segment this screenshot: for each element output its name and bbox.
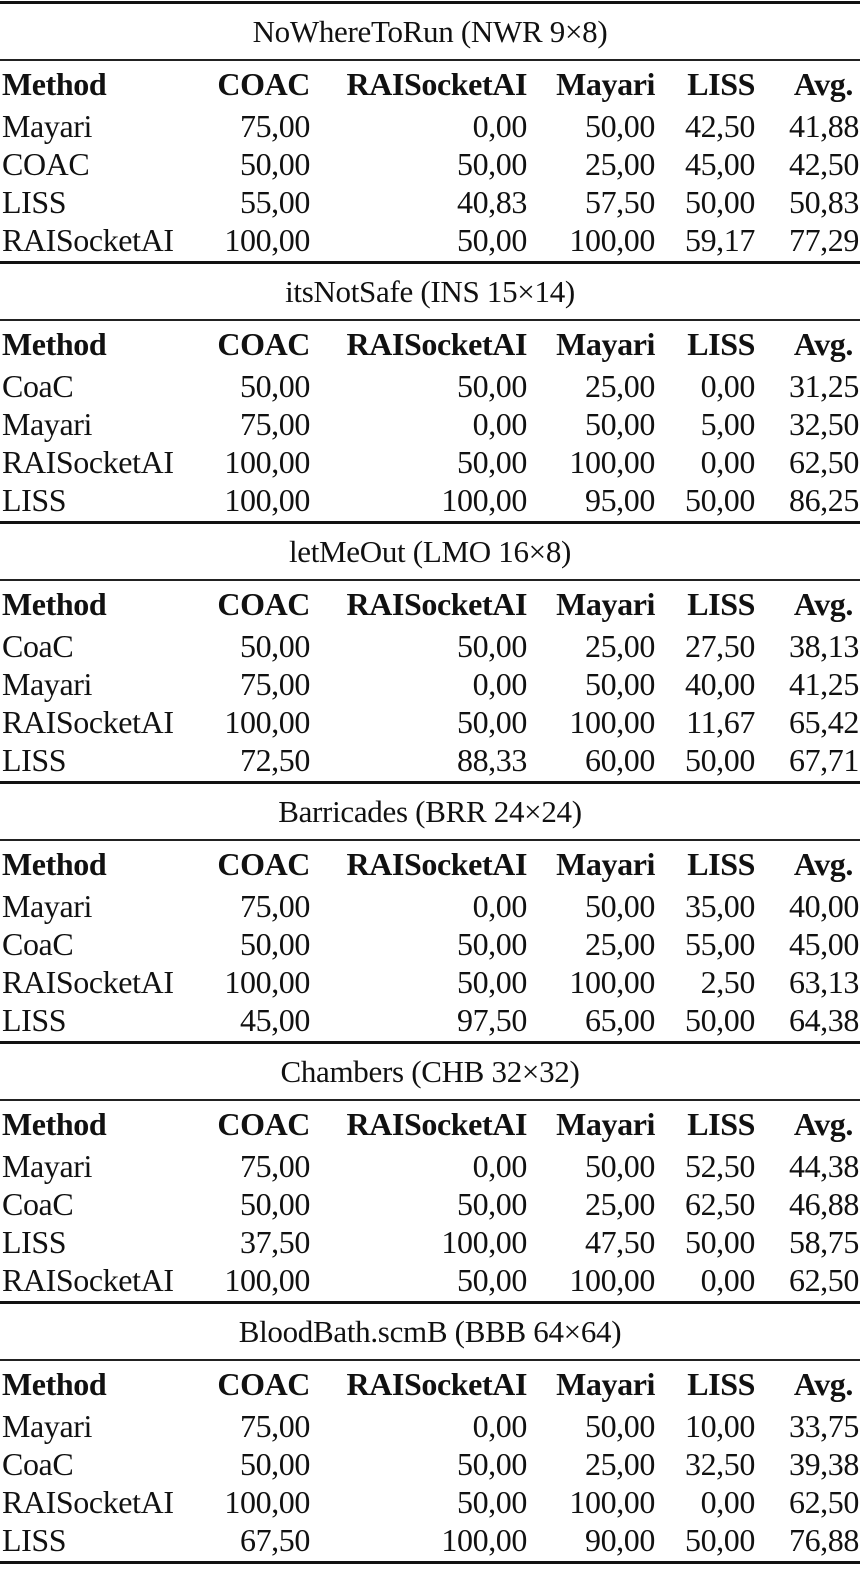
section-table [0,841,860,1039]
table-row [0,627,860,665]
section-table [0,1101,860,1299]
section-table [0,321,860,519]
header-row [0,321,860,367]
table-row [0,963,860,1001]
cell-mayari: 47,50 [584,1224,655,1260]
column-header-mayari: Mayari [556,1106,655,1142]
cell-avg: 33,75 [788,1408,859,1444]
column-header-coac: COAC [217,66,310,102]
column-header-raisocketai: RAISocketAI [346,1366,527,1402]
cell-method: CoaC [2,1186,74,1222]
table-row [0,1445,860,1483]
cell-method: COAC [2,146,90,182]
section-table [0,581,860,779]
cell-liss: 50,00 [684,742,755,778]
cell-coac: 37,50 [239,1224,310,1260]
cell-mayari: 60,00 [584,742,655,778]
column-header-liss: LISS [687,846,755,882]
cell-mayari: 100,00 [569,704,655,740]
column-header-coac: COAC [217,586,310,622]
cell-liss: 35,00 [684,888,755,924]
cell-mayari: 50,00 [584,888,655,924]
cell-coac: 50,00 [239,368,310,404]
cell-liss: 59,17 [684,222,755,258]
cell-coac: 67,50 [239,1522,310,1558]
column-header-avg: Avg. [793,1106,853,1142]
cell-liss: 55,00 [684,926,755,962]
column-header-liss: LISS [687,586,755,622]
cell-avg: 38,13 [788,628,859,664]
column-header-raisocketai: RAISocketAI [346,66,527,102]
column-header-coac: COAC [217,326,310,362]
cell-raisocketai: 50,00 [456,1446,527,1482]
cell-liss: 42,50 [684,108,755,144]
table-row [0,665,860,703]
header-row [0,841,860,887]
cell-mayari: 57,50 [584,184,655,220]
header-row [0,61,860,107]
cell-avg: 41,88 [788,108,859,144]
table-row [0,925,860,963]
cell-method: RAISocketAI [2,964,174,1000]
cell-avg: 39,38 [788,1446,859,1482]
cell-method: Mayari [2,888,93,924]
column-header-liss: LISS [687,1366,755,1402]
table-row [0,107,860,145]
column-header-mayari: Mayari [556,586,655,622]
cell-liss: 0,00 [700,1484,755,1520]
cell-coac: 50,00 [239,628,310,664]
header-row [0,581,860,627]
map-section [0,261,860,521]
cell-raisocketai: 50,00 [456,368,527,404]
cell-method: Mayari [2,666,93,702]
table-row [0,145,860,183]
cell-avg: 41,25 [788,666,859,702]
cell-raisocketai: 50,00 [456,222,527,258]
cell-method: RAISocketAI [2,222,174,258]
column-header-method: Method [2,66,107,102]
column-header-coac: COAC [217,846,310,882]
cell-avg: 62,50 [788,1484,859,1520]
cell-raisocketai: 50,00 [456,964,527,1000]
cell-raisocketai: 50,00 [456,628,527,664]
cell-liss: 5,00 [700,406,755,442]
cell-coac: 100,00 [224,1484,310,1520]
table-row [0,741,860,779]
cell-liss: 50,00 [684,1002,755,1038]
cell-method: RAISocketAI [2,1262,174,1298]
cell-mayari: 50,00 [584,108,655,144]
cell-avg: 62,50 [788,444,859,480]
cell-method: CoaC [2,1446,74,1482]
cell-method: RAISocketAI [2,444,174,480]
cell-avg: 86,25 [788,482,859,518]
cell-coac: 100,00 [224,222,310,258]
table-row [0,183,860,221]
cell-raisocketai: 0,00 [472,666,527,702]
cell-raisocketai: 100,00 [441,482,527,518]
cell-mayari: 50,00 [584,666,655,702]
cell-avg: 31,25 [788,368,859,404]
cell-raisocketai: 97,50 [456,1002,527,1038]
cell-coac: 55,00 [239,184,310,220]
cell-liss: 32,50 [684,1446,755,1482]
cell-mayari: 25,00 [584,1186,655,1222]
cell-mayari: 25,00 [584,146,655,182]
cell-coac: 75,00 [239,1408,310,1444]
cell-liss: 50,00 [684,184,755,220]
table-row [0,405,860,443]
column-header-raisocketai: RAISocketAI [346,846,527,882]
column-header-method: Method [2,1106,107,1142]
column-header-raisocketai: RAISocketAI [346,326,527,362]
cell-raisocketai: 50,00 [456,1186,527,1222]
cell-mayari: 100,00 [569,964,655,1000]
header-row [0,1101,860,1147]
cell-coac: 75,00 [239,108,310,144]
cell-mayari: 100,00 [569,1262,655,1298]
cell-liss: 10,00 [684,1408,755,1444]
cell-raisocketai: 50,00 [456,146,527,182]
map-section [0,1,860,261]
cell-liss: 40,00 [684,666,755,702]
cell-liss: 2,50 [700,964,755,1000]
cell-avg: 40,00 [788,888,859,924]
cell-coac: 100,00 [224,444,310,480]
column-header-mayari: Mayari [556,846,655,882]
table-row [0,1001,860,1039]
cell-raisocketai: 40,83 [456,184,527,220]
cell-liss: 0,00 [700,1262,755,1298]
section-table [0,61,860,259]
bottom-rule [0,1561,860,1564]
cell-coac: 100,00 [224,964,310,1000]
cell-coac: 100,00 [224,704,310,740]
cell-coac: 100,00 [224,482,310,518]
column-header-method: Method [2,846,107,882]
cell-liss: 0,00 [700,444,755,480]
cell-method: CoaC [2,368,74,404]
column-header-coac: COAC [217,1366,310,1402]
column-header-mayari: Mayari [556,66,655,102]
cell-coac: 75,00 [239,406,310,442]
map-section [0,781,860,1041]
cell-avg: 42,50 [788,146,859,182]
cell-raisocketai: 0,00 [472,108,527,144]
cell-method: Mayari [2,406,93,442]
cell-method: RAISocketAI [2,704,174,740]
cell-avg: 76,88 [788,1522,859,1558]
section-title: itsNotSafe (INS 15×14) [285,274,575,309]
cell-liss: 11,67 [686,704,755,740]
cell-liss: 50,00 [684,1224,755,1260]
section-title: NoWhereToRun (NWR 9×8) [252,14,608,49]
cell-avg: 77,29 [788,222,859,258]
column-header-avg: Avg. [793,1366,853,1402]
cell-raisocketai: 88,33 [456,742,527,778]
cell-mayari: 50,00 [584,406,655,442]
cell-liss: 27,50 [684,628,755,664]
table-row [0,1147,860,1185]
section-title: Chambers (CHB 32×32) [280,1054,580,1089]
cell-raisocketai: 0,00 [472,1408,527,1444]
column-header-mayari: Mayari [556,1366,655,1402]
cell-raisocketai: 100,00 [441,1522,527,1558]
cell-mayari: 65,00 [584,1002,655,1038]
cell-method: Mayari [2,1148,93,1184]
table-row [0,1521,860,1559]
cell-raisocketai: 0,00 [472,1148,527,1184]
table-row [0,1407,860,1445]
cell-method: LISS [2,482,67,518]
section-table [0,1361,860,1559]
table-row [0,367,860,405]
cell-mayari: 25,00 [584,1446,655,1482]
column-header-avg: Avg. [793,586,853,622]
cell-avg: 50,83 [788,184,859,220]
cell-avg: 44,38 [788,1148,859,1184]
cell-raisocketai: 100,00 [441,1224,527,1260]
cell-raisocketai: 50,00 [456,926,527,962]
cell-avg: 32,50 [788,406,859,442]
cell-avg: 46,88 [788,1186,859,1222]
table-row [0,443,860,481]
cell-raisocketai: 0,00 [472,888,527,924]
cell-raisocketai: 0,00 [472,406,527,442]
map-section [0,1301,860,1561]
column-header-raisocketai: RAISocketAI [346,1106,527,1142]
cell-method: LISS [2,1522,67,1558]
cell-method: LISS [2,184,67,220]
cell-liss: 62,50 [684,1186,755,1222]
cell-coac: 50,00 [239,926,310,962]
column-header-avg: Avg. [793,326,853,362]
cell-method: LISS [2,1002,67,1038]
table-row [0,1261,860,1299]
header-row [0,1361,860,1407]
map-section [0,521,860,781]
cell-coac: 75,00 [239,666,310,702]
section-title: BloodBath.scmB (BBB 64×64) [238,1314,622,1349]
cell-liss: 0,00 [700,368,755,404]
column-header-mayari: Mayari [556,326,655,362]
cell-mayari: 25,00 [584,368,655,404]
table-row [0,481,860,519]
column-header-avg: Avg. [793,66,853,102]
cell-raisocketai: 50,00 [456,444,527,480]
cell-mayari: 25,00 [584,926,655,962]
table-row [0,221,860,259]
cell-mayari: 95,00 [584,482,655,518]
cell-avg: 63,13 [788,964,859,1000]
cell-avg: 62,50 [788,1262,859,1298]
column-header-coac: COAC [217,1106,310,1142]
table-row [0,1223,860,1261]
table-row [0,1483,860,1521]
table-row [0,887,860,925]
column-header-liss: LISS [687,66,755,102]
column-header-method: Method [2,586,107,622]
cell-mayari: 90,00 [584,1522,655,1558]
cell-liss: 45,00 [684,146,755,182]
cell-method: CoaC [2,926,74,962]
cell-coac: 50,00 [239,1186,310,1222]
cell-raisocketai: 50,00 [456,1484,527,1520]
cell-mayari: 50,00 [584,1148,655,1184]
cell-method: Mayari [2,1408,93,1444]
column-header-raisocketai: RAISocketAI [346,586,527,622]
cell-avg: 67,71 [788,742,859,778]
table-row [0,1185,860,1223]
cell-method: RAISocketAI [2,1484,174,1520]
section-title: Barricades (BRR 24×24) [278,794,582,829]
cell-liss: 50,00 [684,1522,755,1558]
cell-method: Mayari [2,108,93,144]
cell-mayari: 100,00 [569,222,655,258]
cell-raisocketai: 50,00 [456,704,527,740]
cell-coac: 75,00 [239,888,310,924]
cell-coac: 50,00 [239,1446,310,1482]
cell-liss: 50,00 [684,482,755,518]
cell-avg: 65,42 [788,704,859,740]
column-header-liss: LISS [687,326,755,362]
cell-coac: 72,50 [239,742,310,778]
map-section [0,1041,860,1301]
cell-mayari: 100,00 [569,1484,655,1520]
cell-coac: 50,00 [239,146,310,182]
cell-coac: 75,00 [239,1148,310,1184]
cell-mayari: 100,00 [569,444,655,480]
cell-coac: 45,00 [239,1002,310,1038]
column-header-avg: Avg. [793,846,853,882]
cell-method: LISS [2,1224,67,1260]
column-header-method: Method [2,326,107,362]
cell-method: CoaC [2,628,74,664]
cell-method: LISS [2,742,67,778]
cell-raisocketai: 50,00 [456,1262,527,1298]
cell-mayari: 25,00 [584,628,655,664]
column-header-method: Method [2,1366,107,1402]
cell-avg: 64,38 [788,1002,859,1038]
cell-mayari: 50,00 [584,1408,655,1444]
section-title: letMeOut (LMO 16×8) [288,534,572,569]
cell-liss: 52,50 [684,1148,755,1184]
cell-avg: 58,75 [788,1224,859,1260]
column-header-liss: LISS [687,1106,755,1142]
cell-avg: 45,00 [788,926,859,962]
table-row [0,703,860,741]
cell-coac: 100,00 [224,1262,310,1298]
